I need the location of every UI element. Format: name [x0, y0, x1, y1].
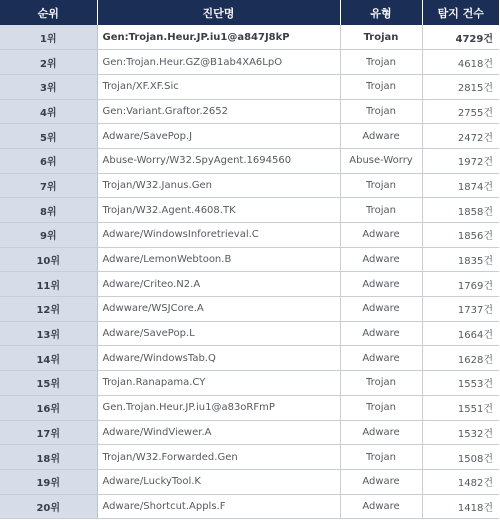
rank-cell: 7위	[0, 173, 97, 198]
diagnosis-name-cell: Gen:Trojan.Heur.JP.iu1@a847J8kP	[97, 25, 340, 50]
type-cell: Adware	[340, 297, 422, 322]
detection-count-cell: 1769건	[422, 272, 499, 297]
rank-cell: 9위	[0, 223, 97, 248]
detection-count-cell: 2472건	[422, 124, 499, 149]
type-cell: Trojan	[340, 25, 422, 50]
table-row	[0, 198, 499, 223]
table-row	[0, 321, 499, 346]
table-row	[0, 420, 499, 445]
diagnosis-name-cell: Gen:Variant.Graftor.2652	[97, 99, 340, 124]
detection-count-cell: 1664건	[422, 321, 499, 346]
rank-cell: 12위	[0, 297, 97, 322]
type-cell: Adware	[340, 420, 422, 445]
table-row	[0, 148, 499, 173]
type-cell: Adware	[340, 321, 422, 346]
diagnosis-name-cell: Adware/WindowsTab.Q	[97, 346, 340, 371]
rank-cell: 4위	[0, 99, 97, 124]
diagnosis-name-cell: Trojan/W32.Janus.Gen	[97, 173, 340, 198]
table-row	[0, 297, 499, 322]
type-cell: Trojan	[340, 99, 422, 124]
detection-count-cell: 1551건	[422, 395, 499, 420]
header-rank: 순위	[0, 0, 97, 25]
diagnosis-name-cell: Abuse-Worry/W32.SpyAgent.1694560	[97, 148, 340, 173]
header-detection-count: 탐지 건수	[422, 0, 499, 25]
table-row	[0, 272, 499, 297]
rank-cell: 19위	[0, 469, 97, 494]
diagnosis-name-cell: Adware/LuckyTool.K	[97, 469, 340, 494]
table-row	[0, 99, 499, 124]
table-row	[0, 173, 499, 198]
type-cell: Trojan	[340, 395, 422, 420]
type-cell: Trojan	[340, 74, 422, 99]
diagnosis-name-cell: Trojan/W32.Forwarded.Gen	[97, 445, 340, 470]
diagnosis-name-cell: Adwware/WSJCore.A	[97, 297, 340, 322]
detection-count-cell: 1856건	[422, 223, 499, 248]
detection-count-cell: 2755건	[422, 99, 499, 124]
rank-cell: 10위	[0, 247, 97, 272]
type-cell: Trojan	[340, 173, 422, 198]
rank-cell: 1위	[0, 25, 97, 50]
type-cell: Adware	[340, 272, 422, 297]
type-cell: Adware	[340, 494, 422, 519]
rank-cell: 17위	[0, 420, 97, 445]
type-cell: Trojan	[340, 198, 422, 223]
diagnosis-name-cell: Adware/SavePop.J	[97, 124, 340, 149]
rank-cell: 15위	[0, 371, 97, 396]
header-diagnosis-name: 진단명	[97, 0, 340, 25]
diagnosis-name-cell: Gen.Trojan.Heur.JP.iu1@a83oRFmP	[97, 395, 340, 420]
detection-count-cell: 1418건	[422, 494, 499, 519]
table-row	[0, 494, 499, 519]
rank-cell: 14위	[0, 346, 97, 371]
rank-cell: 13위	[0, 321, 97, 346]
detection-count-cell: 4618건	[422, 50, 499, 75]
table-row	[0, 346, 499, 371]
detection-count-cell: 1508건	[422, 445, 499, 470]
table-row	[0, 445, 499, 470]
diagnosis-name-cell: Trojan.Ranapama.CY	[97, 371, 340, 396]
rank-cell: 6위	[0, 148, 97, 173]
table-row	[0, 247, 499, 272]
type-cell: Adware	[340, 223, 422, 248]
rank-cell: 3위	[0, 74, 97, 99]
table-row	[0, 223, 499, 248]
diagnosis-name-cell: Adware/WindowsInforetrieval.C	[97, 223, 340, 248]
diagnosis-name-cell: Adware/LemonWebtoon.B	[97, 247, 340, 272]
diagnosis-name-cell: Gen:Trojan.Heur.GZ@B1ab4XA6LpO	[97, 50, 340, 75]
table-row	[0, 124, 499, 149]
rank-cell: 5위	[0, 124, 97, 149]
rank-cell: 20위	[0, 494, 97, 519]
table-header-row	[0, 0, 499, 25]
diagnosis-name-cell: Adware/SavePop.L	[97, 321, 340, 346]
rank-cell: 18위	[0, 445, 97, 470]
diagnosis-name-cell: Adware/WindViewer.A	[97, 420, 340, 445]
table-row	[0, 395, 499, 420]
table-row	[0, 74, 499, 99]
detection-count-cell: 1737건	[422, 297, 499, 322]
header-type: 유형	[340, 0, 422, 25]
detection-count-cell: 1532건	[422, 420, 499, 445]
type-cell: Trojan	[340, 445, 422, 470]
diagnosis-name-cell: Trojan/XF.XF.Sic	[97, 74, 340, 99]
rank-cell: 16위	[0, 395, 97, 420]
detection-count-cell: 1553건	[422, 371, 499, 396]
diagnosis-name-cell: Adware/Shortcut.Appls.F	[97, 494, 340, 519]
rank-cell: 11위	[0, 272, 97, 297]
type-cell: Trojan	[340, 50, 422, 75]
table-row	[0, 25, 499, 50]
type-cell: Adware	[340, 469, 422, 494]
diagnosis-name-cell: Trojan/W32.Agent.4608.TK	[97, 198, 340, 223]
type-cell: Abuse-Worry	[340, 148, 422, 173]
rank-cell: 8위	[0, 198, 97, 223]
detection-count-cell: 1835건	[422, 247, 499, 272]
diagnosis-name-cell: Adware/Criteo.N2.A	[97, 272, 340, 297]
table-row	[0, 469, 499, 494]
detection-count-cell: 4729건	[422, 25, 499, 50]
table-row	[0, 50, 499, 75]
table-row	[0, 371, 499, 396]
type-cell: Adware	[340, 124, 422, 149]
type-cell: Adware	[340, 346, 422, 371]
detection-count-cell: 1628건	[422, 346, 499, 371]
type-cell: Adware	[340, 247, 422, 272]
detection-count-cell: 1858건	[422, 198, 499, 223]
rank-cell: 2위	[0, 50, 97, 75]
detection-count-cell: 1972건	[422, 148, 499, 173]
detection-count-cell: 1874건	[422, 173, 499, 198]
detection-count-cell: 2815건	[422, 74, 499, 99]
detection-count-cell: 1482건	[422, 469, 499, 494]
type-cell: Trojan	[340, 371, 422, 396]
